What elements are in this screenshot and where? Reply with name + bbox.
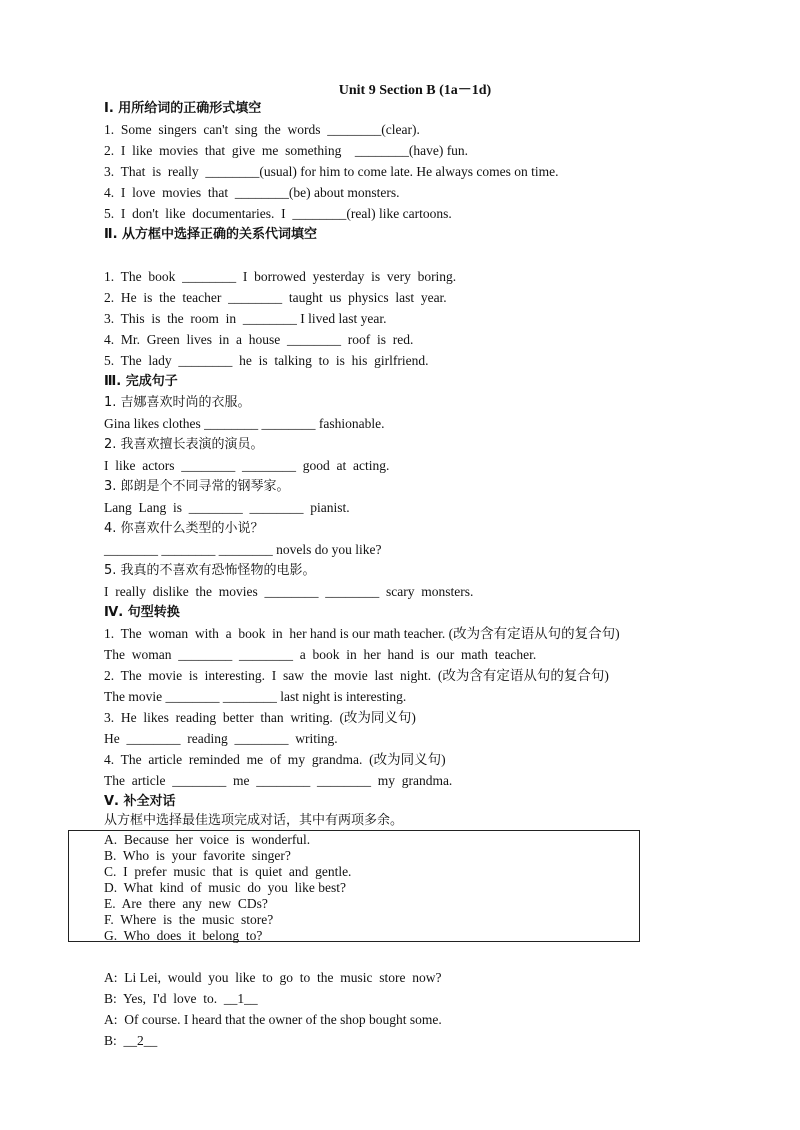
dialogue-line-2: B: Yes, I'd love to. __1__ <box>104 991 258 1006</box>
option-e: E. Are there any new CDs? <box>104 896 268 911</box>
s3-line-5: 3. 郎朗是个不同寻常的钢琴家。 <box>104 479 290 494</box>
s4-line-1: 1. The woman with a book in her hand is our math teacher. (改为含有定语从句的复合句) <box>104 626 620 641</box>
s2-item-3: 3. This is the room in ________ I lived last year. <box>104 311 387 326</box>
option-f: F. Where is the music store? <box>104 912 274 927</box>
section-3-heading: Ⅲ. 完成句子 <box>104 374 178 389</box>
dialogue-line-1: A: Li Lei, would you like to go to the music store now? <box>104 970 442 985</box>
s4-line-7: 4. The article reminded me of my grandma. (改为同义句) <box>104 752 446 767</box>
option-b: B. Who is your favorite singer? <box>104 848 291 863</box>
options-box <box>68 830 640 942</box>
section-5-heading: Ⅴ. 补全对话 <box>104 794 176 809</box>
s2-item-4: 4. Mr. Green lives in a house ________ roof is red. <box>104 332 414 347</box>
option-c: C. I prefer music that is quiet and gentle. <box>104 864 352 879</box>
s2-item-2: 2. He is the teacher ________ taught us physics last year. <box>104 290 447 305</box>
s3-line-9: 5. 我真的不喜欢有恐怖怪物的电影。 <box>104 563 316 578</box>
s3-line-10: I really dislike the movies ________ ________ scary monsters. <box>104 584 474 599</box>
s1-item-1: 1. Some singers can't sing the words ________(clear). <box>104 122 420 137</box>
s1-item-2: 2. I like movies that give me something ________(have) fun. <box>104 143 469 158</box>
s3-line-1: 1. 吉娜喜欢时尚的衣服。 <box>104 395 251 410</box>
s4-line-2: The woman ________ ________ a book in her hand is our math teacher. <box>104 647 537 662</box>
s1-item-5: 5. I don't like documentaries. I ________(real) like cartoons. <box>104 206 452 221</box>
s3-line-4: I like actors ________ ________ good at acting. <box>104 458 390 473</box>
s2-item-1: 1. The book ________ I borrowed yesterday is very boring. <box>104 269 457 284</box>
s4-line-5: 3. He likes reading better than writing. (改为同义句) <box>104 710 416 725</box>
page-title: Unit 9 Section B (1a－1d) <box>338 83 492 98</box>
option-d: D. What kind of music do you like best? <box>104 880 346 895</box>
s3-line-2: Gina likes clothes ________ ________ fashionable. <box>104 416 385 431</box>
s4-line-4: The movie ________ ________ last night is interesting. <box>104 689 407 704</box>
section-4-heading: Ⅳ. 句型转换 <box>104 605 180 620</box>
s2-item-5: 5. The lady ________ he is talking to is his girlfriend. <box>104 353 429 368</box>
s3-line-6: Lang Lang is ________ ________ pianist. <box>104 500 350 515</box>
s4-line-8: The article ________ me ________ ________ my grandma. <box>104 773 453 788</box>
s1-item-3: 3. That is really ________(usual) for him to come late. He always comes on time. <box>104 164 559 179</box>
s5-instruction: 从方框中选择最佳选项完成对话，其中有两项多余。 <box>104 813 404 828</box>
s4-line-6: He ________ reading ________ writing. <box>104 731 338 746</box>
section-1-heading: Ⅰ. 用所给词的正确形式填空 <box>104 101 262 116</box>
s3-line-8: ________ ________ ________ novels do you like? <box>104 542 382 557</box>
option-a: A. Because her voice is wonderful. <box>104 832 311 847</box>
s3-line-7: 4. 你喜欢什么类型的小说？ <box>104 521 264 536</box>
s3-line-3: 2. 我喜欢擅长表演的演员。 <box>104 437 264 452</box>
option-g: G. Who does it belong to? <box>104 928 263 943</box>
section-2-heading: Ⅱ. 从方框中选择正确的关系代词填空 <box>104 227 318 242</box>
s4-line-3: 2. The movie is interesting. I saw the movie last night. (改为含有定语从句的复合句) <box>104 668 609 683</box>
s1-item-4: 4. I love movies that ________(be) about monsters. <box>104 185 400 200</box>
dialogue-line-4: B: __2__ <box>104 1033 158 1048</box>
dialogue-line-3: A: Of course. I heard that the owner of the shop bought some. <box>104 1012 442 1027</box>
